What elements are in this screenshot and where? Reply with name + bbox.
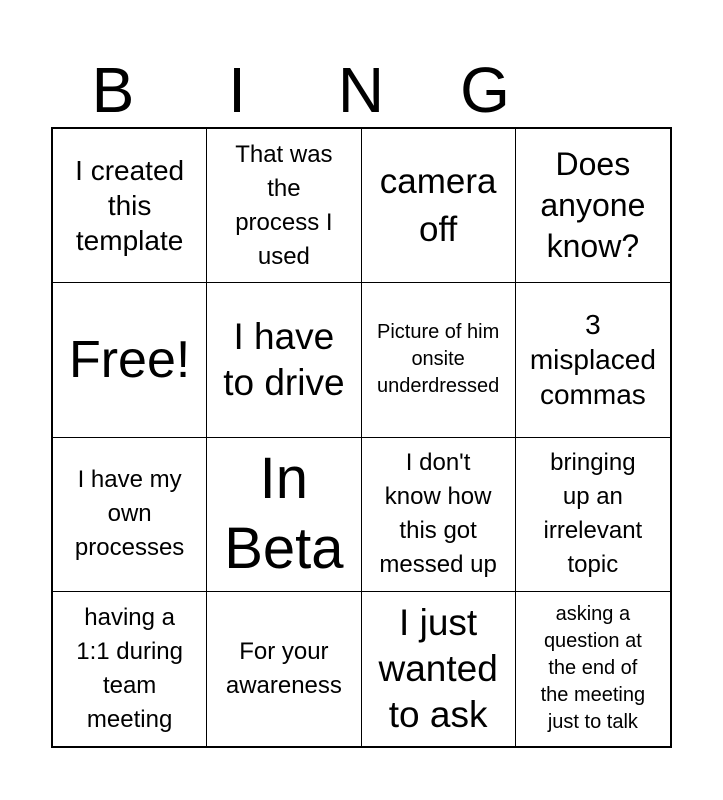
bingo-cell-text: camera off bbox=[379, 161, 497, 249]
bingo-cell-text: having a 1:1 during team meeting bbox=[76, 603, 183, 733]
bingo-cell-text: I have my own processes bbox=[74, 466, 185, 562]
bingo-cell[interactable] bbox=[516, 129, 670, 283]
bingo-cell[interactable] bbox=[53, 592, 207, 746]
bingo-cell-text: bringing up an irrelevant topic bbox=[543, 449, 643, 579]
bingo-cell-text: I created this template bbox=[75, 155, 185, 257]
bingo-cell[interactable] bbox=[207, 283, 361, 437]
header-letter-o bbox=[547, 52, 671, 128]
bingo-cell[interactable] bbox=[362, 438, 516, 592]
bingo-cell[interactable] bbox=[207, 129, 361, 283]
bingo-cell-text: I have to drive bbox=[223, 315, 345, 403]
bingo-cell-text: Picture of him onsite underdressed bbox=[376, 321, 500, 398]
bingo-header bbox=[51, 52, 671, 128]
bingo-cell-text: For your awareness bbox=[225, 637, 342, 699]
bingo-cell-text: In Beta bbox=[224, 446, 344, 582]
bingo-cell[interactable] bbox=[362, 129, 516, 283]
bingo-cell[interactable] bbox=[362, 592, 516, 746]
bingo-cell[interactable] bbox=[516, 283, 670, 437]
bingo-cell-text: I just wanted to ask bbox=[378, 601, 498, 735]
bingo-cell-free[interactable] bbox=[53, 283, 207, 437]
bingo-cell[interactable] bbox=[516, 438, 670, 592]
header-letter-b: B bbox=[91, 54, 135, 126]
bingo-cell-text: I don't know how this got messed up bbox=[379, 449, 497, 579]
bingo-cell[interactable] bbox=[207, 438, 361, 592]
bingo-board bbox=[51, 127, 672, 748]
bingo-cell-text: Does anyone know? bbox=[540, 146, 646, 265]
bingo-cell-text: That was the process I used bbox=[235, 140, 333, 270]
bingo-cell[interactable] bbox=[516, 592, 670, 746]
bingo-cell[interactable] bbox=[53, 129, 207, 283]
bingo-cell[interactable] bbox=[207, 592, 361, 746]
bingo-cell[interactable] bbox=[53, 438, 207, 592]
header-letter-g: G bbox=[460, 54, 510, 126]
bingo-cell-text: 3 misplaced commas bbox=[529, 309, 656, 411]
header-letter-n: N bbox=[337, 54, 385, 126]
bingo-cell-text: Free! bbox=[68, 330, 191, 389]
header-letter-i: I bbox=[228, 54, 246, 126]
bingo-cell[interactable] bbox=[362, 283, 516, 437]
bingo-cell-text: asking a question at the end of the meeting just to talk bbox=[540, 603, 646, 734]
